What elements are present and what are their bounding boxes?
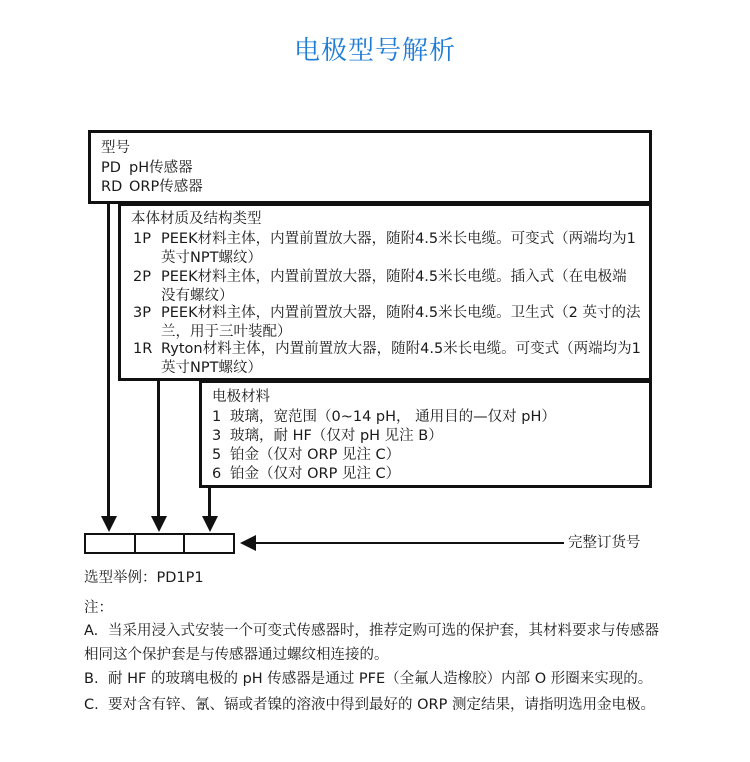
body-material-box: [118, 203, 652, 381]
body-code: 1R: [133, 341, 153, 357]
electrode-code: 5: [212, 447, 222, 463]
body-desc: PEEK材料主体，内置前置放大器，随附4.5米长电缆。卫生式（2 英寸的法兰，用于三叶装配）: [161, 305, 641, 340]
electrode-arrow-down-icon: [202, 516, 218, 532]
note-item: [84, 693, 664, 717]
model-code: PD: [101, 160, 121, 176]
body-desc: PEEK材料主体，内置前置放大器，随附4.5米长电缆。插入式（在电极端没有螺纹）: [161, 269, 627, 304]
note-text: 要对含有锌、氰、镉或者镍的溶液中得到最好的 ORP 测定结果，请指明选用金电极。: [108, 697, 655, 713]
body-connector-line: [157, 381, 160, 516]
body-code: 2P: [133, 269, 151, 285]
model-box: [88, 130, 652, 204]
model-heading: 型号: [101, 140, 130, 156]
body-heading: 本体材质及结构类型: [131, 211, 262, 227]
note-text: 耐 HF 的玻璃电极的 pH 传感器是通过 PFE（全氟人造橡胶）内部 O 形圈来实现的。: [108, 671, 653, 687]
electrode-material-box: [199, 380, 652, 488]
order-cell-model: [86, 535, 136, 552]
model-desc: pH传感器: [129, 160, 193, 176]
electrode-desc: 铂金（仅对 ORP 见注 C）: [230, 466, 401, 482]
selection-example: 选型举例：PD1P1: [84, 570, 204, 586]
body-desc: Ryton材料主体，内置前置放大器，随附4.5米长电缆。可变式（两端均为1英寸NPT螺纹）: [161, 341, 641, 376]
note-label: A.: [84, 623, 99, 639]
electrode-code: 1: [212, 409, 222, 425]
electrode-connector-line: [208, 488, 211, 516]
note-item: [84, 667, 664, 691]
order-cell-body: [136, 535, 186, 552]
notes-title: 注：: [84, 600, 113, 616]
note-label: C.: [84, 697, 99, 713]
electrode-desc: 玻璃，耐 HF（仅对 pH 见注 B）: [230, 428, 443, 444]
arrow-left-icon: [240, 535, 256, 551]
order-cell-electrode: [185, 535, 233, 552]
body-code: 3P: [133, 305, 151, 321]
body-arrow-down-icon: [151, 516, 167, 532]
electrode-desc: 玻璃，宽范围（0~14 pH， 通用目的—仅对 pH）: [230, 409, 556, 425]
electrode-code: 3: [212, 428, 222, 444]
body-desc: PEEK材料主体，内置前置放大器，随附4.5米长电缆。可变式（两端均为1英寸NPT螺纹）: [161, 231, 636, 266]
note-text: 当采用浸入式安装一个可变式传感器时，推荐定购可选的保护套，其材料要求与传感器相同这个保护套是与传感器通过螺纹相连接的。: [84, 623, 659, 663]
electrode-code: 6: [212, 466, 222, 482]
model-arrow-down-icon: [101, 516, 117, 532]
page-title: 电极型号解析: [293, 36, 456, 66]
model-connector-line: [107, 204, 110, 516]
body-code: 1P: [133, 231, 151, 247]
full-order-label: 完整订货号: [568, 535, 641, 551]
note-item: [84, 619, 664, 667]
order-pointer-line: [256, 542, 564, 544]
electrode-heading: 电极材料: [212, 389, 270, 405]
electrode-desc: 铂金（仅对 ORP 见注 C）: [230, 447, 401, 463]
note-label: B.: [84, 671, 99, 687]
model-code: RD: [101, 179, 123, 195]
order-number-boxes: [84, 533, 235, 554]
model-desc: ORP传感器: [129, 179, 203, 195]
